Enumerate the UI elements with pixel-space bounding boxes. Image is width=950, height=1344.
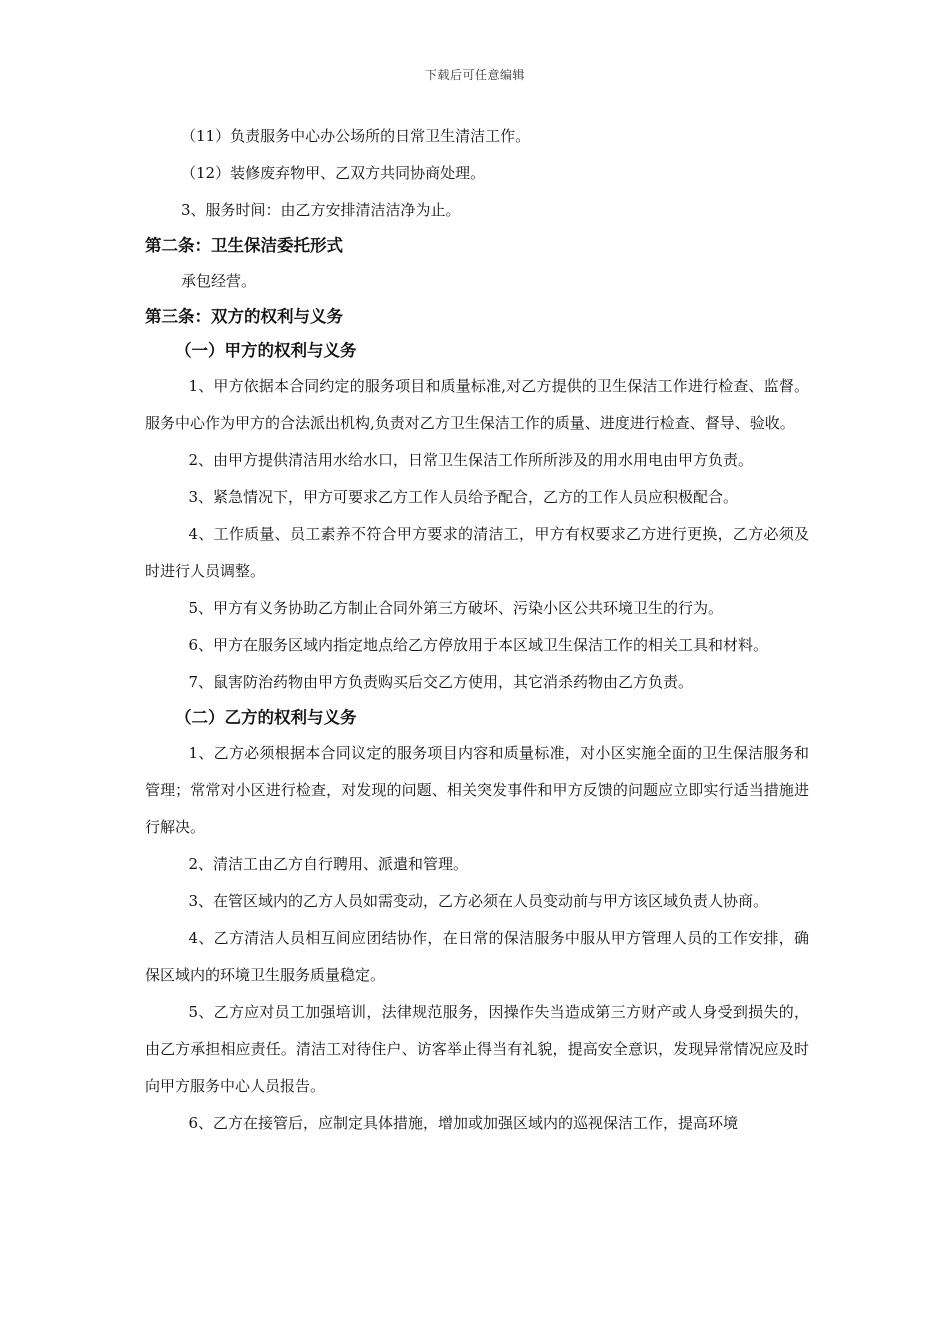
heading-article-3: 第三条：双方的权利与义务 xyxy=(145,307,343,326)
party-b-clause-1: 1、乙方必须根据本合同议定的服务项目内容和质量标准，对小区实施全面的卫生保洁服务和管理；常常对小区进行检查，对发现的问题、相关突发事件和甲方反馈的问题应立即实行适当措施进行解决。 xyxy=(145,744,809,836)
paragraph-service-time: 3、服务时间：由乙方安排清洁洁净为止。 xyxy=(181,201,461,219)
party-a-clause-7: 7、鼠害防治药物由甲方负责购买后交乙方使用，其它消杀药物由乙方负责。 xyxy=(188,673,694,691)
paragraph-item-11: （11）负责服务中心办公场所的日常卫生清洁工作。 xyxy=(181,127,531,145)
party-a-clause-5: 5、甲方有义务协助乙方制止合同外第三方破坏、污染小区公共环境卫生的行为。 xyxy=(188,599,724,617)
party-a-clause-6: 6、甲方在服务区域内指定地点给乙方停放用于本区域卫生保洁工作的相关工具和材料。 xyxy=(188,636,769,654)
party-b-clause-3: 3、在管区域内的乙方人员如需变动，乙方必须在人员变动前与甲方该区域负责人协商。 xyxy=(188,892,769,910)
paragraph-contract-form: 承包经营。 xyxy=(181,272,257,290)
document-body xyxy=(145,118,809,1142)
page-header: 下载后可任意编辑 xyxy=(424,68,525,82)
paragraph-item-12: （12）装修废弃物甲、乙双方共同协商处理。 xyxy=(181,164,486,182)
party-a-clause-4: 4、工作质量、员工素养不符合甲方要求的清洁工，甲方有权要求乙方进行更换，乙方必须及时进行人员调整。 xyxy=(145,525,809,580)
party-a-clause-1: 1、甲方依据本合同约定的服务项目和质量标准,对乙方提供的卫生保洁工作进行检查、监督。服务中心作为甲方的合法派出机构,负责对乙方卫生保洁工作的质量、进度进行检查、督导、验收。 xyxy=(145,377,809,432)
party-a-clause-2: 2、由甲方提供清洁用水给水口，日常卫生保洁工作所所涉及的用水用电由甲方负责。 xyxy=(188,451,754,469)
heading-party-b: （二）乙方的权利与义务 xyxy=(175,708,357,727)
heading-article-2: 第二条：卫生保洁委托形式 xyxy=(145,236,343,255)
party-b-clause-4: 4、乙方清洁人员相互间应团结协作，在日常的保洁服务中服从甲方管理人员的工作安排，确保区域内的环境卫生服务质量稳定。 xyxy=(145,929,809,984)
heading-party-a: （一）甲方的权利与义务 xyxy=(175,341,357,360)
party-a-clause-3: 3、紧急情况下，甲方可要求乙方工作人员给予配合，乙方的工作人员应积极配合。 xyxy=(188,488,739,506)
party-b-clause-5: 5、乙方应对员工加强培训，法律规范服务，因操作失当造成第三方财产或人身受到损失的，由乙方承担相应责任。清洁工对待住户、访客举止得当有礼貌，提高安全意识，发现异常情况应及时向甲方服务中心人员报告。 xyxy=(145,1003,809,1095)
party-b-clause-2: 2、清洁工由乙方自行聘用、派遣和管理。 xyxy=(188,855,469,873)
party-b-clause-6: 6、乙方在接管后，应制定具体措施，增加或加强区域内的巡视保洁工作，提高环境 xyxy=(188,1114,739,1132)
